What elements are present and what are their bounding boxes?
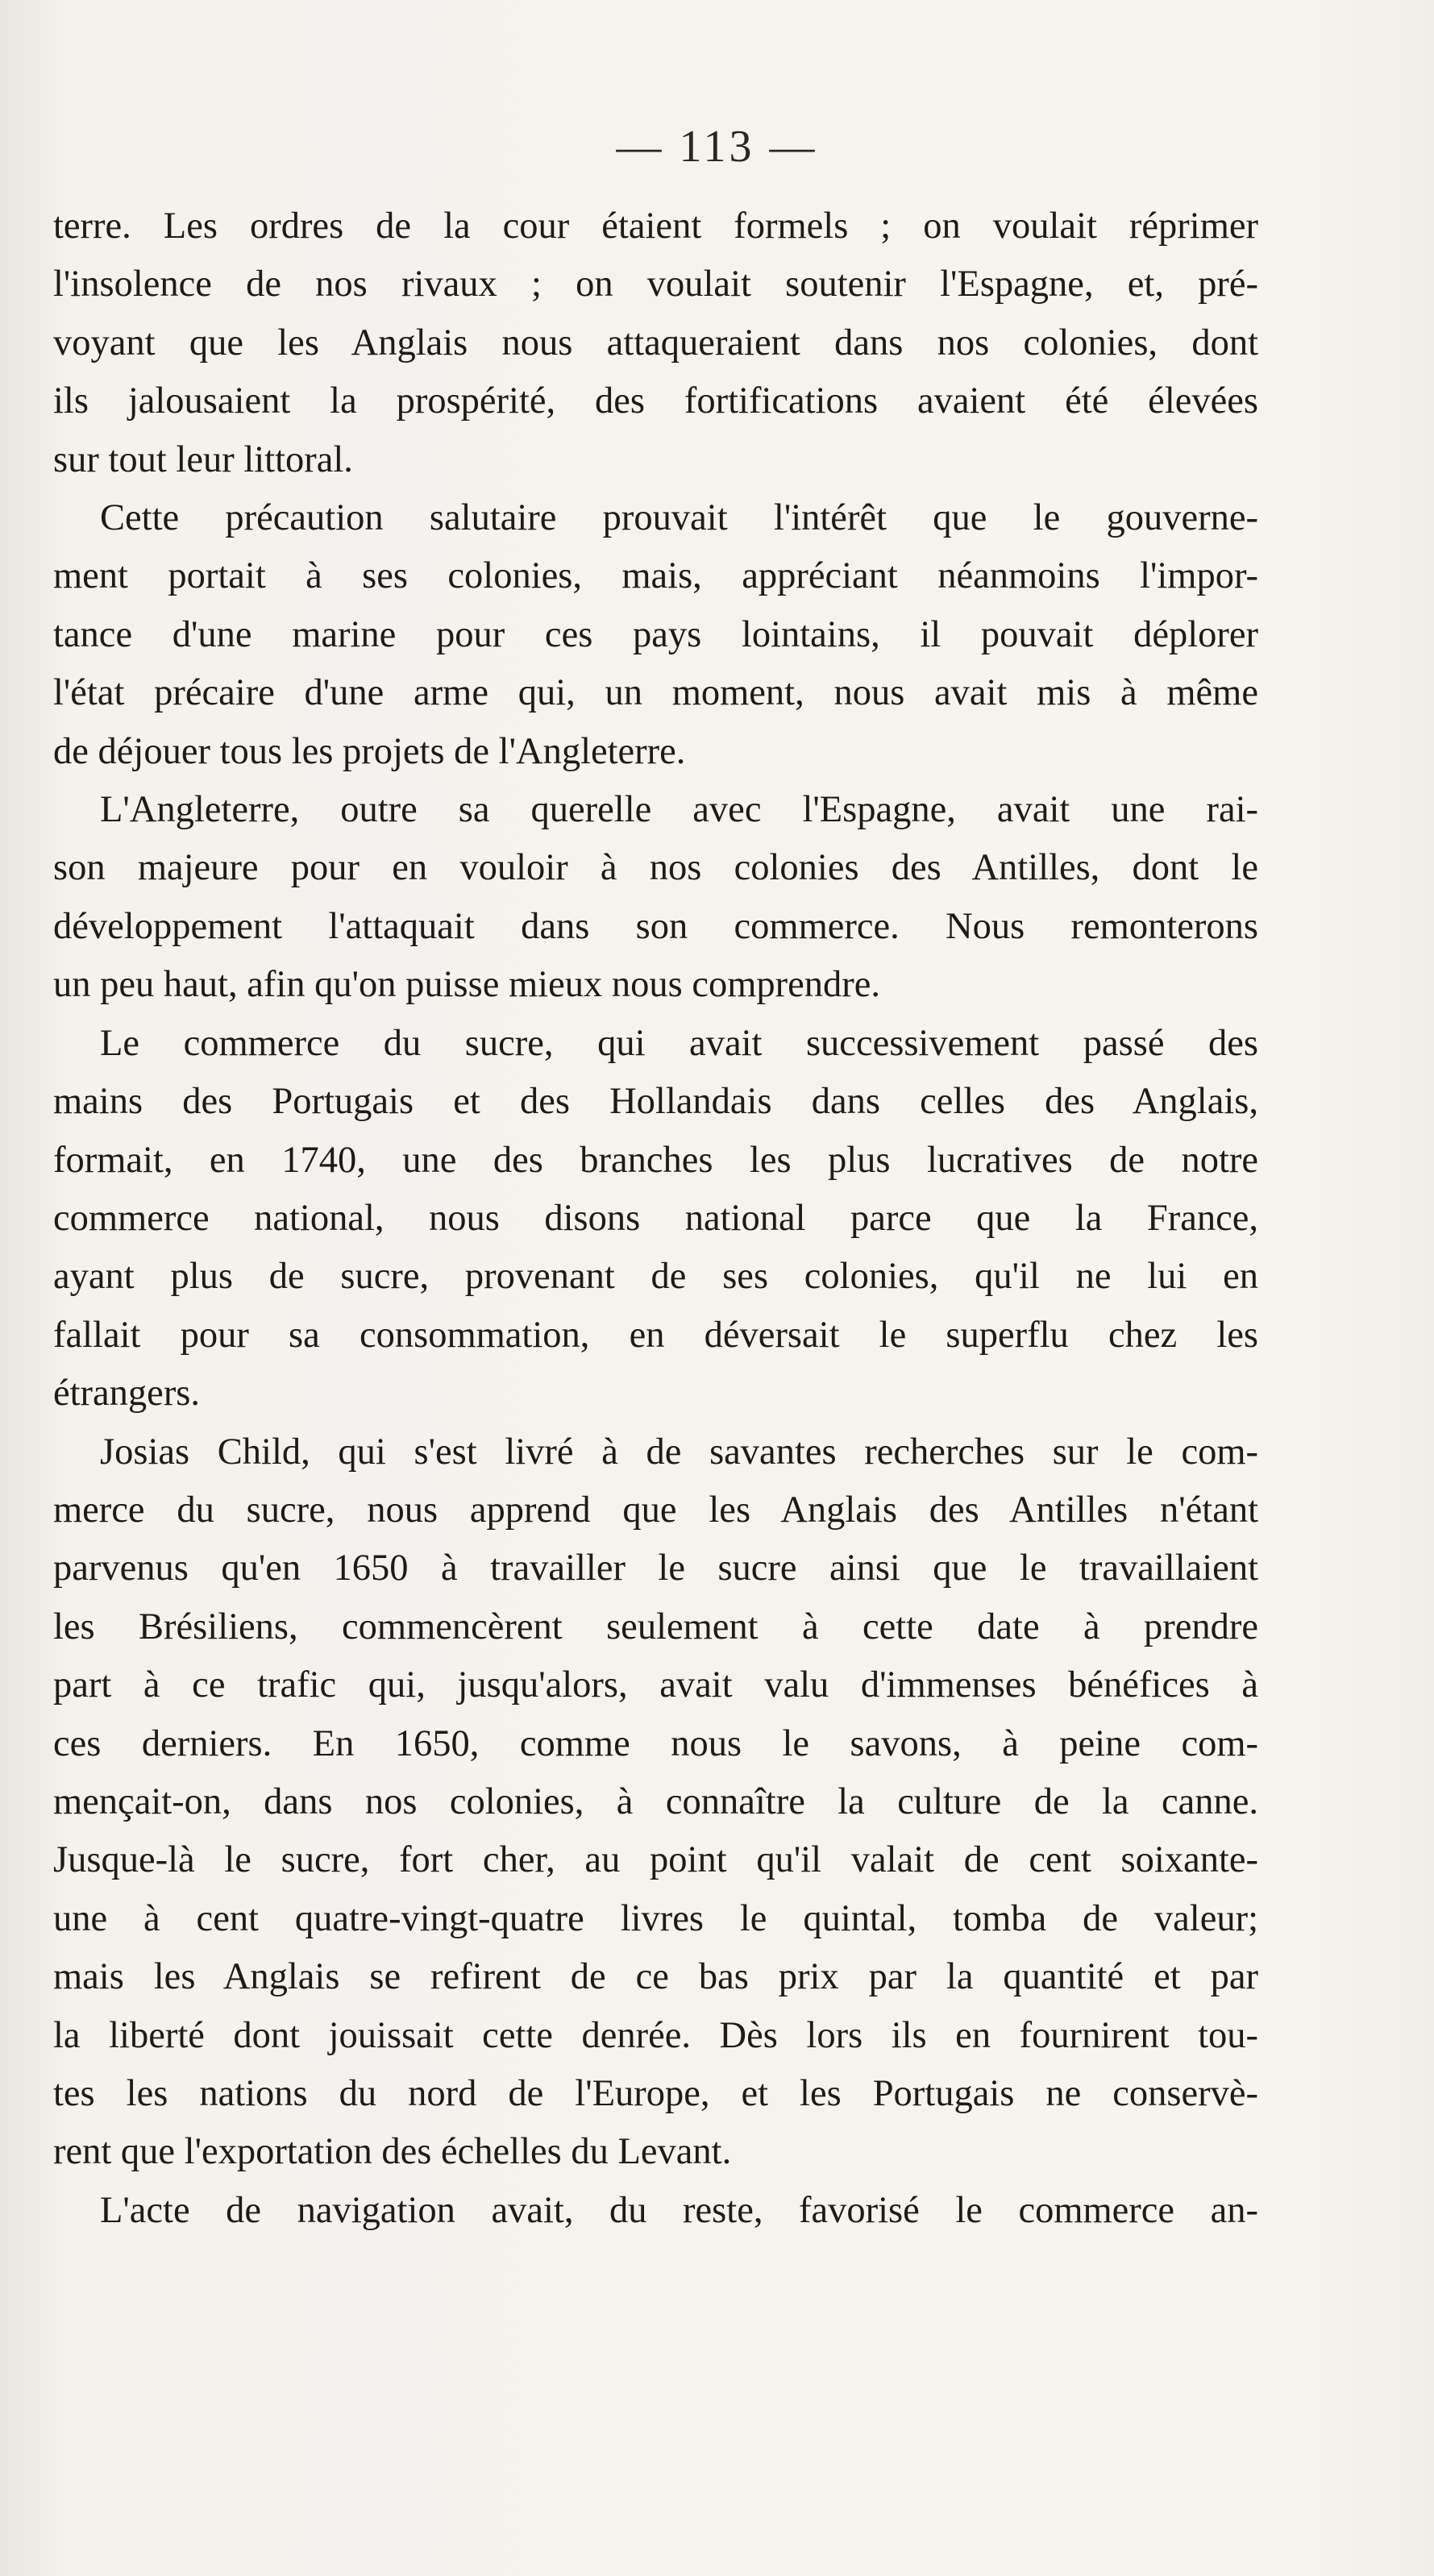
text-line: L'acte de navigation avait, du reste, favorisé le commerce an- xyxy=(100,2189,1258,2231)
text-line: merce du sucre, nous apprend que les Anglais des Antilles n'étant xyxy=(53,1489,1258,1531)
text-line: sur tout leur littoral. xyxy=(53,438,353,480)
text-line: tes les nations du nord de l'Europe, et les Portugais ne conservè- xyxy=(53,2073,1258,2114)
text-line: Jusque-là le sucre, fort cher, au point qu'il valait de cent soixante- xyxy=(53,1839,1258,1881)
body-text xyxy=(53,197,1258,2240)
text-line: voyant que les Anglais nous attaqueraient dans nos colonies, dont xyxy=(53,322,1258,364)
text-line: commerce national, nous disons national parce que la France, xyxy=(53,1197,1258,1239)
text-line: tance d'une marine pour ces pays lointains, il pouvait déplorer xyxy=(53,613,1258,655)
text-line: de déjouer tous les projets de l'Angleterre. xyxy=(53,730,686,772)
text-line: mains des Portugais et des Hollandais dans celles des Anglais, xyxy=(53,1081,1258,1123)
text-line: son majeure pour en vouloir à nos colonies des Antilles, dont le xyxy=(53,847,1258,889)
text-line: étrangers. xyxy=(53,1373,201,1415)
text-line: mais les Anglais se refirent de ce bas prix par la quantité et par xyxy=(53,1956,1258,1998)
text-line: un peu haut, afin qu'on puisse mieux nous comprendre. xyxy=(53,964,880,1006)
text-line: parvenus qu'en 1650 à travailler le sucre ainsi que le travaillaient xyxy=(53,1548,1258,1589)
text-line: l'état précaire d'une arme qui, un moment, nous avait mis à même xyxy=(53,672,1258,714)
text-line: ayant plus de sucre, provenant de ses colonies, qu'il ne lui en xyxy=(53,1256,1258,1298)
text-line: part à ce trafic qui, jusqu'alors, avait valu d'immenses bénéfices à xyxy=(53,1664,1258,1706)
text-line: terre. Les ordres de la cour étaient formels ; on voulait réprimer xyxy=(53,206,1258,247)
text-line: ils jalousaient la prospérité, des fortifications avaient été élevées xyxy=(53,380,1258,422)
text-line: la liberté dont jouissait cette denrée. Dès lors ils en fournirent tou- xyxy=(53,2014,1258,2056)
text-line: L'Angleterre, outre sa querelle avec l'Espagne, avait une rai- xyxy=(100,789,1258,831)
text-line: rent que l'exportation des échelles du Levant. xyxy=(53,2131,732,2173)
text-line: une à cent quatre-vingt-quatre livres le quintal, tomba de valeur; xyxy=(53,1897,1258,1939)
text-line: Le commerce du sucre, qui avait successivement passé des xyxy=(100,1022,1258,1064)
text-line: les Brésiliens, commencèrent seulement à cette date à prendre xyxy=(53,1606,1258,1647)
text-line: ment portait à ses colonies, mais, appréciant néanmoins l'impor- xyxy=(53,555,1258,597)
text-line: l'insolence de nos rivaux ; on voulait soutenir l'Espagne, et, pré- xyxy=(53,264,1258,305)
text-line: ces derniers. En 1650, comme nous le savons, à peine com- xyxy=(53,1722,1258,1764)
text-line: fallait pour sa consommation, en déversait le superflu chez les xyxy=(53,1314,1258,1356)
page-number: — 113 — xyxy=(616,122,818,172)
text-line: développement l'attaquait dans son commerce. Nous remonterons xyxy=(53,905,1258,947)
text-line: Cette précaution salutaire prouvait l'intérêt que le gouverne- xyxy=(100,497,1258,539)
text-line: Josias Child, qui s'est livré à de savantes recherches sur le com- xyxy=(100,1431,1258,1473)
text-line: mençait-on, dans nos colonies, à connaître la culture de la canne. xyxy=(53,1780,1258,1822)
text-line: formait, en 1740, une des branches les plus lucratives de notre xyxy=(53,1139,1258,1181)
